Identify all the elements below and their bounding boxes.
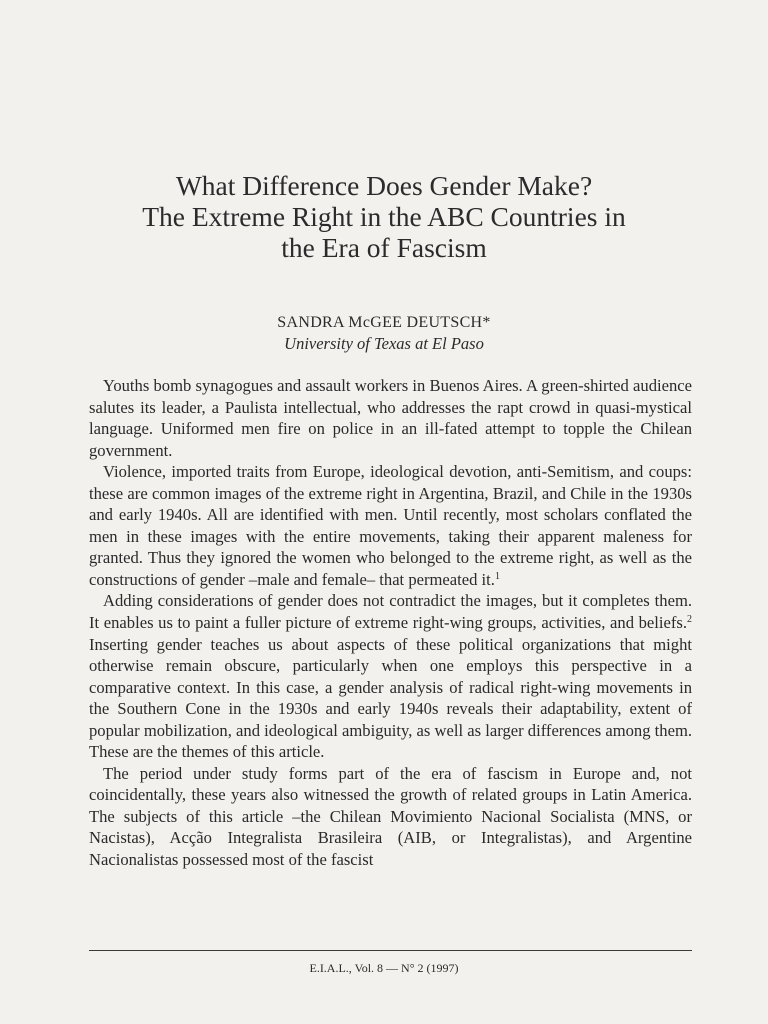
paragraph-2 bbox=[89, 461, 692, 590]
author-affiliation: University of Texas at El Paso bbox=[284, 334, 484, 353]
author-name: SANDRA McGEE DEUTSCH* bbox=[277, 314, 491, 331]
article-title bbox=[60, 170, 708, 263]
paragraph-3-text-b: Inserting gender teaches us about aspects of these political organizations that might otherwise remain obscure, particularly when one employs this perspective in a comparative context. In this case, a gender analysis of radical right-wing movements in the Southern Cone in the 1930s and early 1940s reveals their adaptability, extent of popular mobilization, and ideological ambiguity, as well as larger differences among them. These are the themes of this article. bbox=[89, 634, 692, 762]
paragraph-4: The period under study forms part of the era of fascism in Europe and, not coincidentally, these years also witnessed the growth of related groups in Latin America. The subjects of this article –the Chilean Movimiento Nacional Socialista (MNS, or Nacistas), Acção Integralista Brasileira (AIB, or Integralistas), and Argentine Nacionalistas possessed most of the fascist bbox=[89, 763, 692, 870]
paragraph-3-text-a: Adding considerations of gender does not contradict the images, but it completes them. It enables us to paint a fuller picture of extreme right-wing groups, activities, and beliefs. bbox=[89, 591, 692, 633]
footnote-marker-1: 1 bbox=[494, 570, 500, 582]
title-line-3: the Era of Fascism bbox=[281, 232, 487, 263]
journal-citation: E.I.A.L., Vol. 8 — N° 2 (1997) bbox=[309, 961, 459, 975]
footnote-marker-2: 2 bbox=[687, 614, 692, 626]
title-line-2: The Extreme Right in the ABC Countries in bbox=[142, 201, 626, 232]
paragraph-1: Youths bomb synagogues and assault workers in Buenos Aires. A green-shirted audience salutes its leader, a Paulista intellectual, who addresses the rapt crowd in quasi-mystical language. Uniformed men fire on police in an ill-fated attempt to topple the Chilean government. bbox=[89, 376, 692, 460]
paragraph-2-text: Violence, imported traits from Europe, ideological devotion, anti-Semitism, and coups: these are common images of the extreme right in Argentina, Brazil, and Chile in the 1930s and early 1940s. All are identified with men. Until recently, most scholars conflated the men in these images with the entire movements, taking their apparent maleness for granted. Thus they ignored the women who belonged to the extreme right, as well as the constructions of gender –male and female– that permeated it. bbox=[89, 462, 692, 589]
paragraph-3 bbox=[89, 590, 692, 762]
title-line-1: What Difference Does Gender Make? bbox=[175, 170, 593, 201]
footer-divider bbox=[89, 950, 692, 951]
article-body bbox=[89, 375, 692, 871]
